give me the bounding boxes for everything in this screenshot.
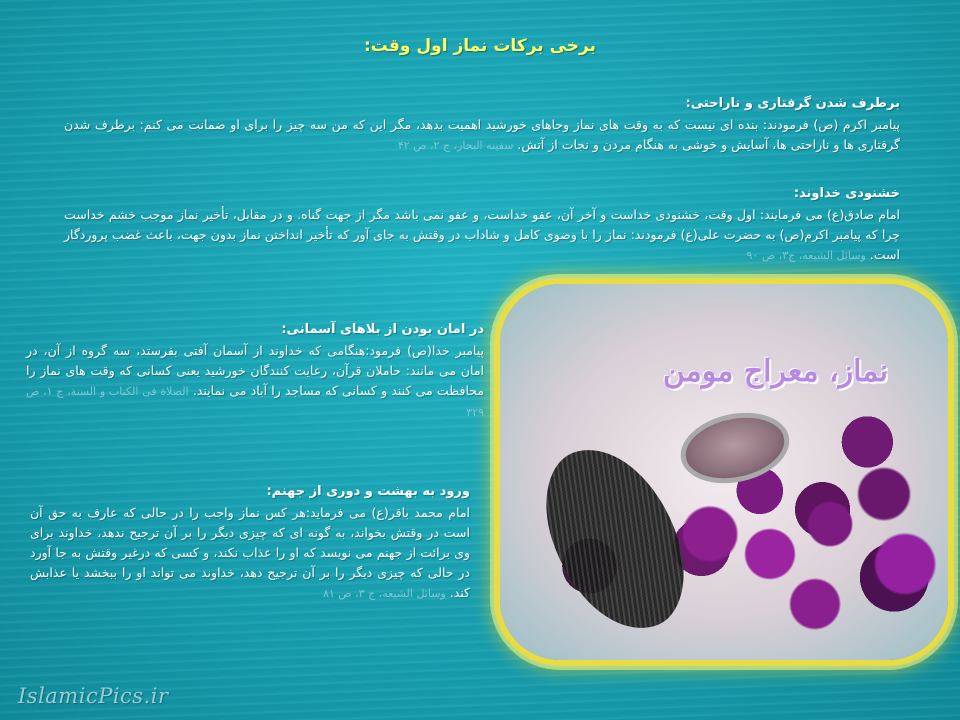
section-safety-from-calamities bbox=[26, 320, 484, 423]
section-reference: الصلاة فی الکتاب و السنة، ج ۱، ص ۳۲۹ bbox=[26, 385, 484, 419]
section-text: پیامبر خدا(ص) فرمود:هنگامی که خداوند از آسمان آفتی بفرستد، سه گروه از آن، در امان می مانند: حاملان قرآن، رعایت کنندگان خورشید یعنی کسانی که وقت های نماز را محافظت می کنند و کسانی که مساجد را آباد می نمایند. bbox=[26, 343, 485, 398]
section-gods-pleasure bbox=[64, 184, 900, 266]
section-body bbox=[26, 341, 484, 423]
section-reference: سفینه البحار، ج ۲، ص ۴۲ bbox=[397, 139, 514, 152]
section-text: امام صادق(ع) می فرمایند: اول وقت، خشنودی خداست و آخر آن، عفو خداست، و عفو نمی باشد مگر از جهت گناه. و در مقابل، تأخیر نماز موجب خشم خداست چرا که پیامبر اکرم(ص) به حضرت علی(ع) فرمودند: نماز را با وضوی کامل و شاداب در وقتش به جای آور که تأخیر انداختن نماز بدون جهت، باعث غضب پروردگار است. bbox=[64, 207, 900, 262]
prayer-beads-image bbox=[500, 284, 948, 660]
slide-title: برخی برکات نماز اول وقت: bbox=[364, 36, 596, 56]
section-reference: وسائل الشیعه، ج۳، ص ۹۰ bbox=[746, 249, 866, 262]
section-body bbox=[64, 205, 900, 266]
section-heading: در امان بودن از بلاهای آسمانی: bbox=[281, 322, 484, 337]
watermark: IslamicPics.ir bbox=[18, 684, 169, 708]
section-heading: خشنودی خداوند: bbox=[793, 186, 900, 201]
image-caption: نماز، معراج مومن bbox=[662, 354, 888, 389]
section-body bbox=[64, 115, 900, 156]
section-heading: برطرف شدن گرفتاری و ناراحتی: bbox=[685, 96, 900, 111]
section-paradise-entry bbox=[30, 482, 470, 604]
section-text: امام محمد باقر(ع) می فرماید:هر کس نماز واجب را در حالی که عارف به حق آن است در وقتش بخواند، به گونه ای که چیزی دیگر را بر آن ترجیح ندهد، خداوند برای وی برائت از جهنم می نویسد که او را عذاب نکند، و کسی که درغیر وقتش به جا آورد در حالی که چیزی دیگر را بر آن ترجیح دهد، خداوند می تواند او را ببخشد یا عذابش کند. bbox=[30, 505, 470, 600]
section-text: پیامبر اکرم (ص) فرمودند: بنده ای نیست که به وقت های نماز وجاهای خورشید اهمیت بدهد، مگر این که من سه چیز را برای او ضمانت می کنم: برطرف شدن گرفتاری ها و ناراحتی ها، آسایش و خوشی به هنگام مردن و نجات از آتش. bbox=[64, 117, 900, 152]
section-body bbox=[30, 503, 470, 604]
section-relief-from-hardship bbox=[64, 94, 900, 156]
section-reference: وسائل الشیعه، ج ۳، ص ۸۱ bbox=[322, 587, 446, 600]
section-heading: ورود به بهشت و دوری از جهنم: bbox=[266, 484, 470, 499]
